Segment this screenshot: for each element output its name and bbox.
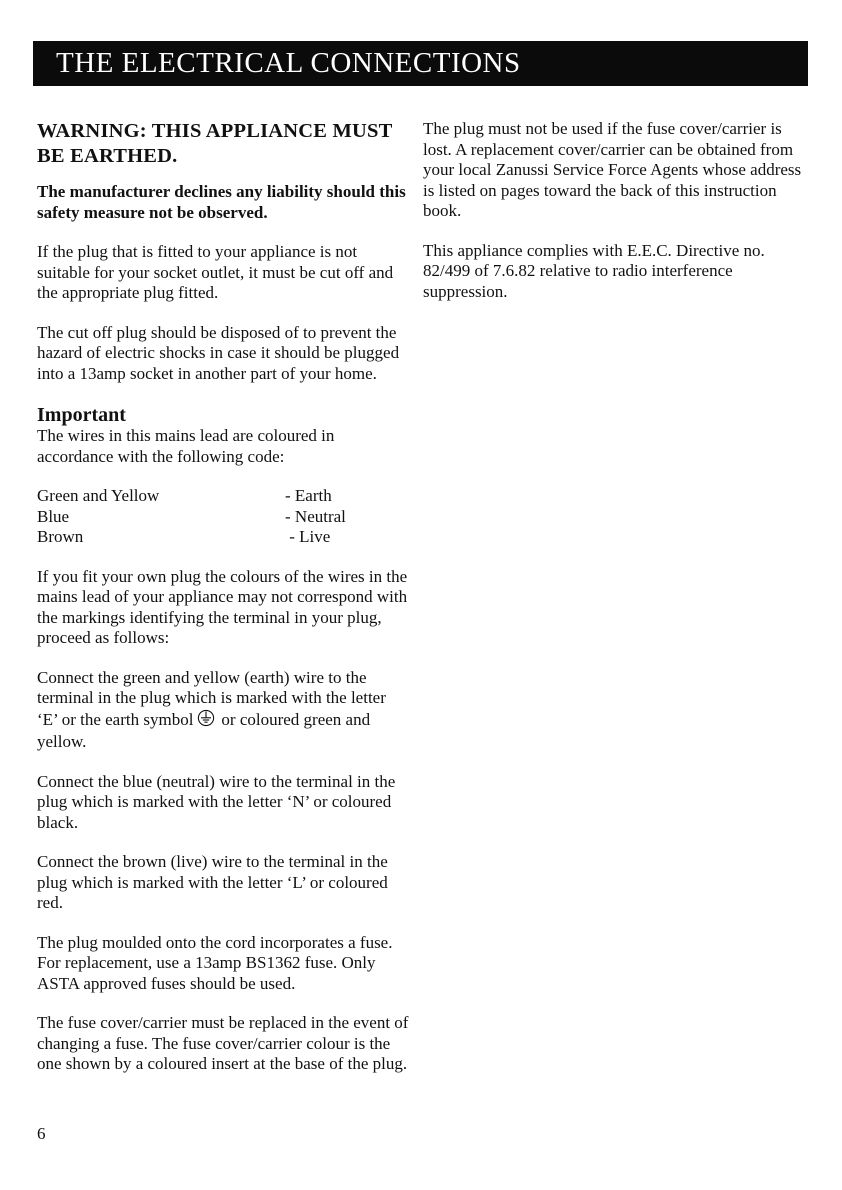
left-column — [37, 119, 409, 1075]
paragraph-live-wire: Connect the brown (live) wire to the terminal in the plug which is marked with the letter ‘L’ or coloured red. — [37, 852, 388, 912]
important-text: The wires in this mains lead are coloured in accordance with the following code: — [37, 426, 335, 466]
wire-colour: Brown — [37, 527, 84, 546]
paragraph-fuse-cover: The fuse cover/carrier must be replaced in the event of changing a fuse. The fuse cover/carrier colour is the one shown by a coloured insert at the base of the plug. — [37, 1013, 409, 1073]
earth-symbol-icon — [197, 709, 215, 733]
wire-code-row — [37, 507, 409, 528]
wire-colour-code-table — [37, 486, 409, 548]
paragraph-directive: This appliance complies with E.E.C. Directive no. 82/499 of 7.6.82 relative to radio interference suppression. — [423, 240, 765, 301]
earth-wire-text-after: or coloured green and yellow. — [37, 709, 371, 751]
earth-wire-text-before: Connect the green and yellow (earth) wire to the terminal in the plug which is marked with the letter ‘E’ or the earth symbol — [37, 667, 386, 729]
section-title-bar — [33, 41, 808, 86]
paragraph-cut-off-plug: The cut off plug should be disposed of to prevent the hazard of electric shocks in case it should be plugged into a 13amp socket in another part of your home. — [37, 322, 400, 383]
page-title: THE ELECTRICAL CONNECTIONS — [56, 47, 521, 79]
right-column — [423, 119, 808, 302]
wire-function: - Neutral — [285, 506, 346, 526]
paragraph-plug-unsuitable: If the plug that is fitted to your appliance is not suitable for your socket outlet, it must be cut off and the appropriate plug fitted. — [37, 242, 394, 302]
paragraph-neutral-wire: Connect the blue (neutral) wire to the terminal in the plug which is marked with the letter ‘N’ or coloured black. — [37, 771, 396, 832]
wire-code-row — [37, 527, 409, 548]
paragraph-own-plug: If you fit your own plug the colours of the wires in the mains lead of your appliance may not correspond with the markings identifying the terminal in your plug, proceed as follows: — [37, 566, 408, 647]
wire-colour: Green and Yellow — [37, 486, 160, 505]
warning-heading: WARNING: THIS APPLIANCE MUST BE EARTHED. — [37, 120, 393, 167]
paragraph-lost-cover: The plug must not be used if the fuse cover/carrier is lost. A replacement cover/carrier can be obtained from your local Zanussi Service Force Agents whose address is listed on pages toward the back of this instruction book. — [423, 119, 802, 220]
page-number: 6 — [37, 1124, 46, 1143]
paragraph-fuse: The plug moulded onto the cord incorporates a fuse. For replacement, use a 13amp BS1362 fuse. Only ASTA approved fuses should be used. — [37, 932, 393, 993]
liability-notice: The manufacturer declines any liability should this safety measure not be observed. — [37, 182, 406, 222]
wire-function: - Earth — [285, 486, 332, 505]
important-heading: Important — [37, 404, 126, 426]
paragraph-earth-wire — [37, 668, 409, 753]
wire-code-row — [37, 486, 409, 507]
wire-colour: Blue — [37, 506, 70, 526]
wire-function: - Live — [285, 527, 331, 546]
